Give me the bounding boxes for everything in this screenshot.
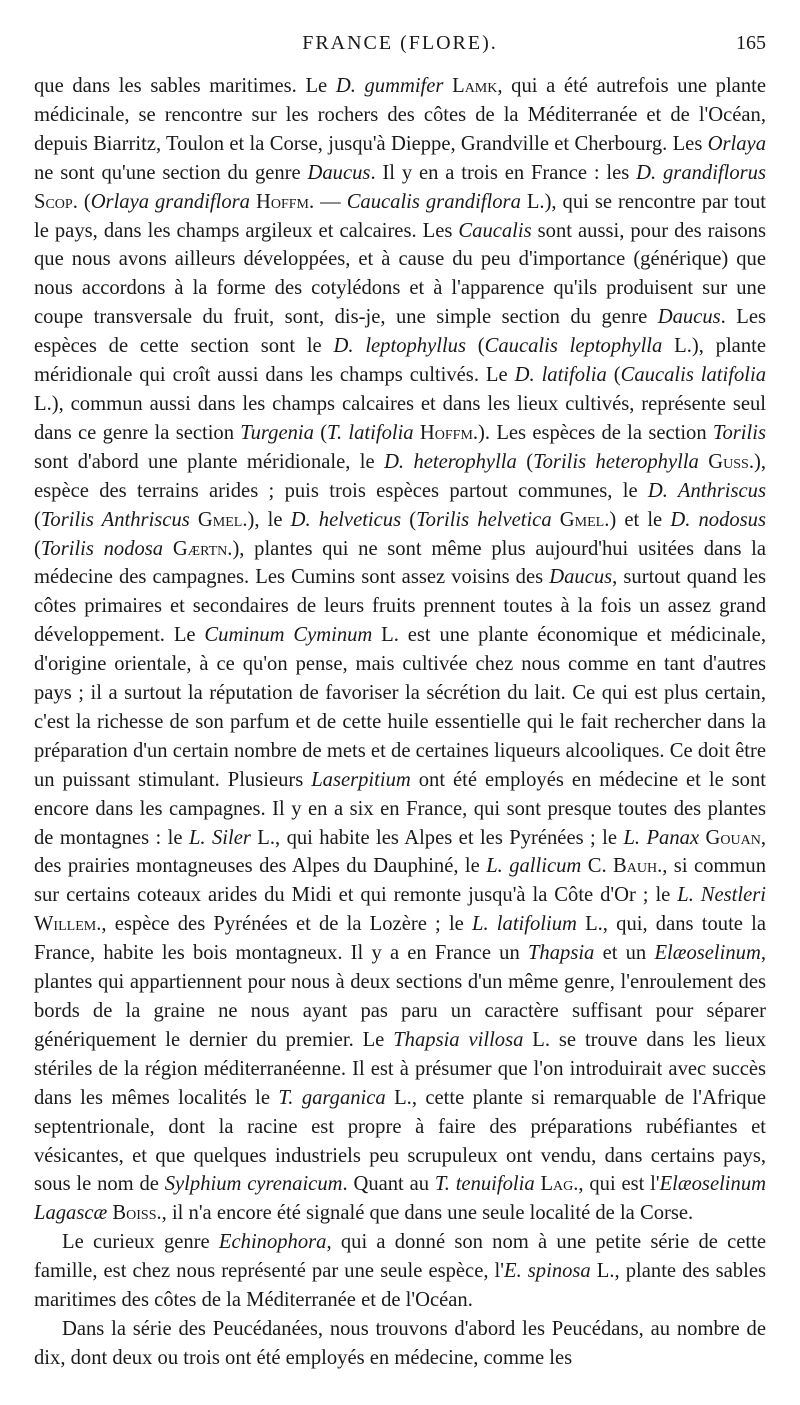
text-run: ( [401,508,417,531]
author-abbrev: Gærtn [172,537,228,560]
text-run: . ( [72,190,91,213]
text-run: .), plantes qui ne sont même plus aujourd'hui usitées dans la médecine des campagnes. Les Cumins sont assez voisins des [34,537,767,589]
author-abbrev: Hoffm [255,190,309,213]
italic-run: Daucus [657,306,721,329]
italic-run: T. tenuifolia [434,1173,535,1196]
text-run: L.), qui se rencontre par tout le pays, dans les champs argileux et calcaires. Les [34,190,767,242]
text-run: .), le [242,508,291,531]
italic-run: Daucus [549,566,613,589]
italic-run: Elæoselinum [654,942,761,965]
italic-run: Daucus [307,161,371,184]
text-run: et un [594,942,655,965]
italic-run: D. grandiflorus [636,161,766,184]
author-abbrev: Guss [708,450,749,473]
italic-run: D. leptophyllus [333,335,466,358]
text-run: . — [308,190,347,213]
author-abbrev: Scop [34,190,73,213]
italic-run: L. Siler [188,826,251,849]
italic-run: D. helveticus [290,508,402,531]
text-run: ( [313,421,328,444]
paragraph [34,1315,766,1373]
text-run: ., qui est l' [573,1173,660,1196]
italic-run: D. heterophylla [384,450,517,473]
italic-run: D. nodosus [670,508,766,531]
italic-run: Sylphium cyrenaicum [164,1173,343,1196]
italic-run: L. Panax [623,826,700,849]
text-run: Dans la série des Peucédanées, nous trouvons d'abord les Peucédans, au nombre de dix, dont deux ou trois ont été employés en médecine, comme les [34,1317,766,1369]
author-abbrev: Hoffm [419,421,473,444]
text-run: C. [581,855,614,878]
text-run: L., qui habite les Alpes et les Pyrénées ; le [250,826,624,849]
text-run: L. se trouve dans les lieux stériles de la région méditerranéenne. Il est à présumer que l'on introduirait avec succès dans les mêmes localités le [34,1028,767,1109]
text-run: ( [465,335,485,358]
paragraph [34,1228,766,1315]
italic-run: Turgenia [240,421,314,444]
text-run: , qui a donné son nom à une petite série de cette famille, est chez nous représenté par une seule espèce, l' [34,1231,766,1283]
italic-run: D. Anthriscus [647,479,766,502]
italic-run: Torilis Anthriscus [40,508,190,531]
text-run: ont été employés en médecine et le sont encore dans les campagnes. Il y en a six en France, qui sont presque toutes des plantes de montagnes : le [34,768,766,849]
italic-run: T. latifolia [327,421,414,444]
author-abbrev: Boiss [112,1202,157,1225]
text-run: L., qui, dans toute la France, habite les bois montagneux. Il y a en France un [34,913,766,965]
italic-run: Cuminum Cyminum [204,624,373,647]
italic-run: E. spinosa [504,1260,591,1283]
text-run: L. est une plante économique et médicinale, d'origine orientale, à ce qu'on pense, mais cultivée chez nous comme en tant d'autres pays ; il a surtout la réputation de favoriser la sécrétion du lait. Ce qui est plus certain, c'est la richesse de son parfum et de cette huile essentielle qui le fait rechercher dans la préparation d'un certain nombre de mets et de certaines liqueurs alcooliques. Ce doit être un puissant stimulant. Plusieurs [34,624,766,791]
italic-run: Orlaya grandiflora [90,190,250,213]
text-run [699,451,708,473]
italic-run: Elæoselinum Lagascæ [34,1173,766,1225]
italic-run: L. gallicum [486,855,582,878]
text-run: .), espèce des terrains arides ; puis trois espèces partout communes, le [34,450,766,502]
text-run: .) et le [604,508,671,531]
text-run: L., plante des sables maritimes des côtes de la Méditerranée et de l'Océan. [34,1260,766,1312]
body-text [34,72,766,1373]
author-abbrev: Lamk [452,75,498,97]
author-abbrev: Gouan [705,826,761,849]
text-run: , qui a été autrefois une plante médicinale, se rencontre sur les rochers des côtes de la Méditerranée et de l'Océan, depuis Biarritz, Toulon et la Corse, jusqu'à Dieppe, Grandville et Cherbourg. Les [34,75,766,155]
text-run: sont aussi, pour des raisons que nous avons ailleurs développées, et à cause du peu d'importance (générique) que nous accordons à la forme des cotylédons et à l'apparence qu'ils produisent sur une coupe transversale du fruit, sont, dis-je, une simple section du genre [34,219,766,329]
italic-run: L. latifolium [472,913,577,936]
italic-run: Torilis [712,421,766,444]
text-run: ., espèce des Pyrénées et de la Lozère ; le [96,913,472,936]
italic-run: D. gummifer [335,75,444,97]
italic-run: Caucalis latifolia [620,364,767,387]
author-abbrev: Gmel [559,508,605,531]
paragraph [34,72,766,1228]
text-run: L., cette plante si remarquable de l'Afrique septentrionale, dont la racine est propre à faire des préparations rubéfiantes et vésicantes, et que quelques industriels peu scrupuleux ont vendu, dans certains pays, sous le nom de [34,1086,767,1196]
italic-run: D. latifolia [514,364,607,387]
text-run [190,509,198,531]
italic-run: Torilis heterophylla [533,450,699,473]
author-abbrev: Gmel [197,508,243,531]
italic-run: Orlaya [707,132,766,155]
italic-run: Thapsia villosa [393,1028,524,1051]
text-run [552,509,560,531]
italic-run: Thapsia [527,942,595,965]
text-run: ., si commun sur certains coteaux arides du Midi et qui remonte jusqu'à la Côte d'Or ; le [34,855,767,907]
text-run: . Il y en a trois en France : les [370,161,637,184]
running-title: FRANCE (FLORE). [302,32,498,54]
italic-run: Torilis helvetica [416,508,552,531]
page-header [34,32,766,72]
italic-run: Caucalis leptophylla [484,335,663,358]
page-number: 165 [736,32,766,54]
text-run: , surtout quand les côtes primaires et secondaires de leurs fruits prennent toutes à la fois un assez grand développement. Le [34,566,766,647]
text-run: , des prairies montagneuses des Alpes du Dauphiné, le [34,826,766,878]
text-run: ( [606,364,621,387]
text-run: ne sont qu'une section du genre [34,161,308,184]
italic-run: L. Nestleri [677,884,766,907]
italic-run: Torilis nodosa [40,537,164,560]
text-run: Le curieux genre [62,1231,219,1254]
text-run: L.), commun aussi dans les champs calcaires et dans les lieux cultivés, représente seul dans ce genre la section [34,392,766,444]
text-run: , plantes qui appartiennent pour nous à deux sections d'un même genre, l'enroulement des bords de la graine ne nous ayant pas paru un caractère suffisant pour séparer génériquement le dernier du premier. Le [34,942,766,1051]
italic-run: T. garganica [278,1086,386,1109]
text-run: L.), plante méridionale qui croît aussi dans les champs cultivés. Le [34,335,766,387]
italic-run: Laserpitium [311,768,411,791]
text-run: ., il n'a encore été signalé que dans une seule localité de la Corse. [156,1202,694,1225]
italic-run: Caucalis grandiflora [346,190,521,213]
text-run [163,538,173,560]
text-run: ( [34,508,41,531]
italic-run: Echinophora [218,1231,327,1254]
author-abbrev: Willem [34,913,97,936]
author-abbrev: Lag [540,1173,574,1196]
text-run: . Quant au [342,1173,435,1196]
text-run: sont d'abord une plante méridionale, le [34,450,385,473]
text-run: que dans les sables maritimes. Le [34,75,336,97]
author-abbrev: Bauh [613,855,658,878]
text-run: ( [34,537,41,560]
text-run [443,75,452,97]
text-run: . Les espèces de cette section sont le [34,306,767,358]
italic-run: Caucalis [458,219,532,242]
text-run: .). Les espèces de la section [472,421,713,444]
text-run: ( [516,450,534,473]
